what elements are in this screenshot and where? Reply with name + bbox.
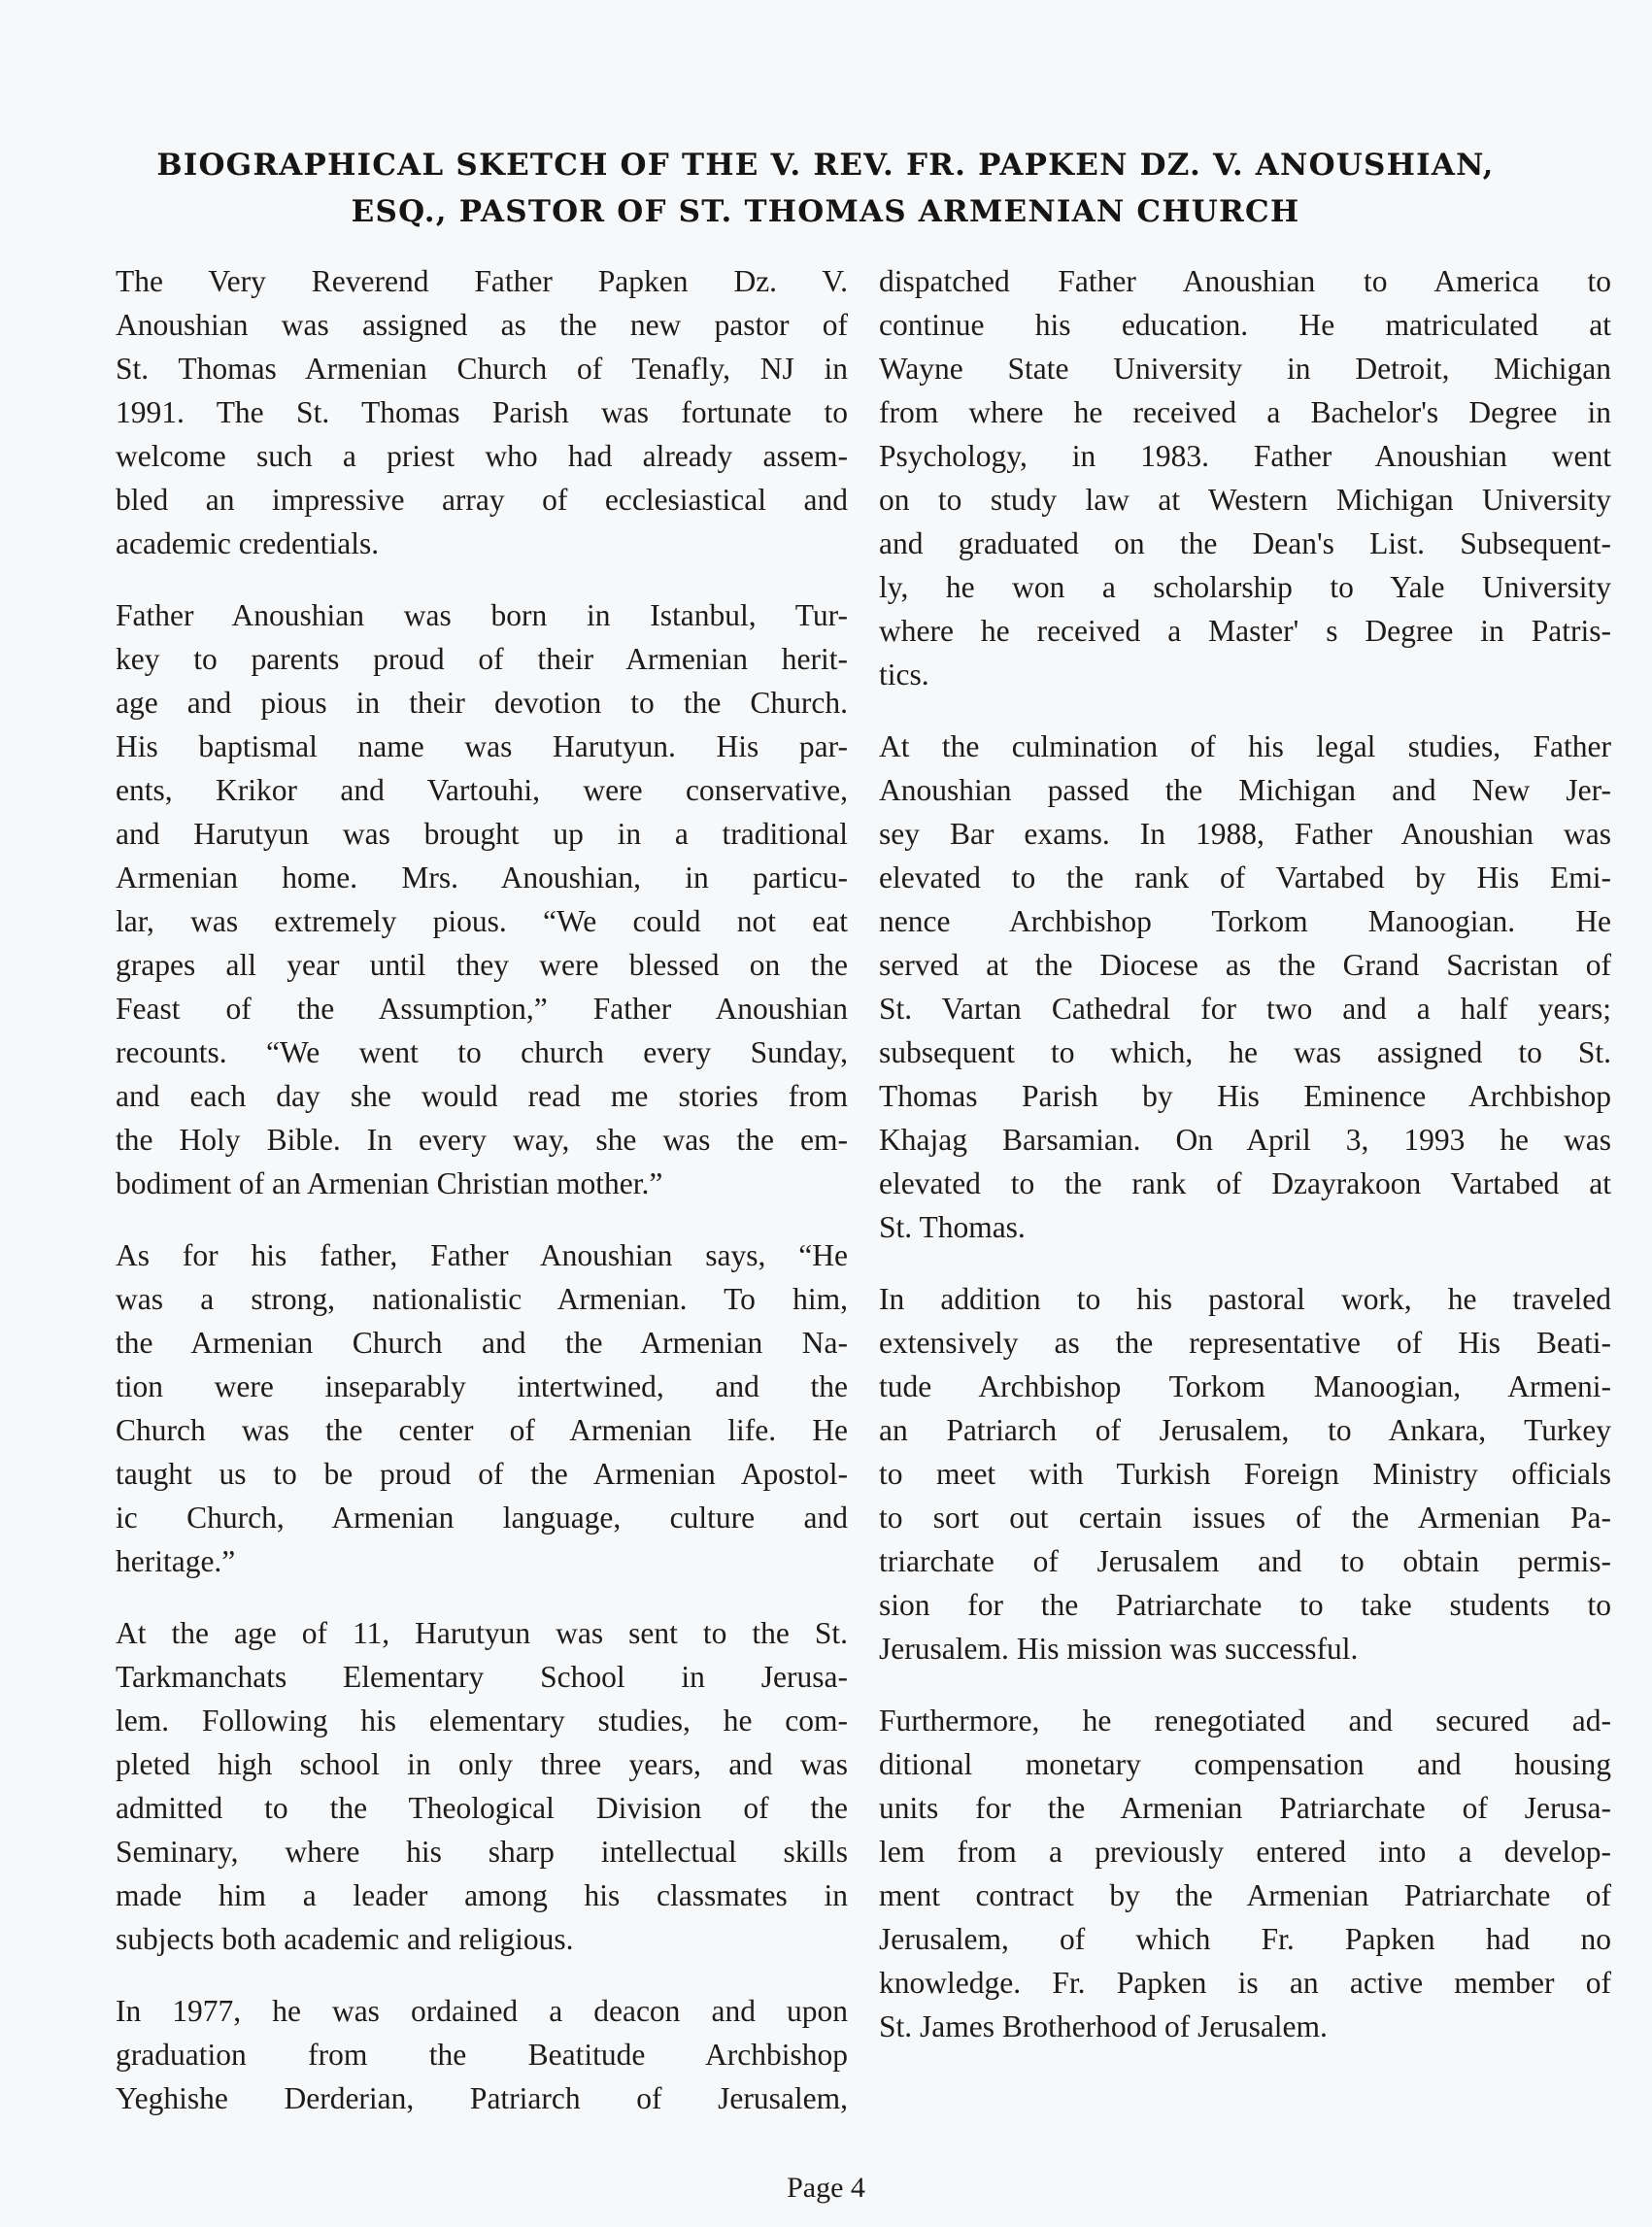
text-line: dispatched Father Anoushian to America to (879, 264, 1611, 298)
text-line: Psychology, in 1983. Father Anoushian went (879, 439, 1611, 473)
text-line: pleted high school in only three years, and was (116, 1747, 848, 1781)
text-line: bodiment of an Armenian Christian mother.” (116, 1166, 663, 1200)
page-number: Page 4 (787, 2172, 865, 2204)
text-line: age and pious in their devotion to the Church. (116, 686, 848, 720)
paragraph (879, 725, 1611, 1249)
text-line: tude Archbishop Torkom Manoogian, Armeni- (879, 1369, 1611, 1403)
text-line: extensively as the representative of His Beati- (879, 1326, 1611, 1360)
text-line: and each day she would read me stories from (116, 1079, 848, 1113)
paragraph (879, 1277, 1611, 1670)
text-line: Thomas Parish by His Eminence Archbishop (879, 1079, 1611, 1113)
left-column (116, 259, 848, 2148)
text-line: Khajag Barsamian. On April 3, 1993 he was (879, 1123, 1611, 1157)
text-line: an Patriarch of Jerusalem, to Ankara, Turkey (879, 1413, 1611, 1447)
paragraph (116, 259, 848, 565)
paragraph (116, 1611, 848, 1961)
text-line: In addition to his pastoral work, he traveled (879, 1282, 1611, 1316)
text-line: Church was the center of Armenian life. He (116, 1413, 848, 1447)
text-line: Armenian home. Mrs. Anoushian, in particu- (116, 860, 848, 894)
text-line: knowledge. Fr. Papken is an active member of (879, 1966, 1611, 2000)
paragraph (116, 593, 848, 1205)
text-line: In 1977, he was ordained a deacon and upon (116, 1994, 848, 2028)
text-line: tion were inseparably intertwined, and the (116, 1369, 848, 1403)
text-line: triarchate of Jerusalem and to obtain permis- (879, 1544, 1611, 1578)
text-line: Feast of the Assumption,” Father Anoushian (116, 992, 848, 1026)
text-line: heritage.” (116, 1544, 236, 1578)
text-line: to meet with Turkish Foreign Ministry officials (879, 1457, 1611, 1491)
text-line: Furthermore, he renegotiated and secured ad- (879, 1704, 1611, 1738)
paragraph (116, 1989, 848, 2120)
text-line: subsequent to which, he was assigned to St. (879, 1035, 1611, 1069)
text-line: to sort out certain issues of the Armenian Pa- (879, 1501, 1611, 1535)
text-line: ents, Krikor and Vartouhi, were conservative, (116, 773, 848, 807)
text-line: Father Anoushian was born in Istanbul, Tur- (116, 598, 848, 632)
text-line: Yeghishe Derderian, Patriarch of Jerusalem, (116, 2081, 848, 2115)
text-line: St. Vartan Cathedral for two and a half years; (879, 992, 1611, 1026)
text-line: nence Archbishop Torkom Manoogian. He (879, 904, 1611, 938)
text-line: Tarkmanchats Elementary School in Jerusa- (116, 1660, 848, 1694)
title-line: BIOGRAPHICAL SKETCH OF THE V. REV. FR. PAPKEN DZ. V. ANOUSHIAN, (156, 148, 1495, 183)
right-column (879, 259, 1611, 2076)
text-line: ly, he won a scholarship to Yale University (879, 570, 1611, 604)
text-line: Wayne State University in Detroit, Michigan (879, 352, 1611, 386)
text-line: recounts. “We went to church every Sunday, (116, 1035, 848, 1069)
text-line: St. Thomas. (879, 1210, 1026, 1244)
paragraph (879, 1699, 1611, 2048)
text-line: academic credentials. (116, 526, 380, 560)
text-line: admitted to the Theological Division of the (116, 1791, 848, 1825)
text-line: Anoushian was assigned as the new pastor of (116, 308, 848, 342)
text-line: St. James Brotherhood of Jerusalem. (879, 2009, 1328, 2043)
paragraph (116, 1233, 848, 1583)
text-line: lem. Following his elementary studies, he com- (116, 1704, 848, 1738)
text-line: the Armenian Church and the Armenian Na- (116, 1326, 848, 1360)
text-line: Jerusalem, of which Fr. Papken had no (879, 1922, 1611, 1956)
text-line: ditional monetary compensation and housing (879, 1747, 1611, 1781)
text-line: graduation from the Beatitude Archbishop (116, 2038, 848, 2072)
text-line: served at the Diocese as the Grand Sacristan of (879, 948, 1611, 982)
text-line: subjects both academic and religious. (116, 1922, 574, 1956)
text-line: The Very Reverend Father Papken Dz. V. (116, 264, 848, 298)
text-line: ic Church, Armenian language, culture and (116, 1501, 848, 1535)
text-line: lem from a previously entered into a develop- (879, 1835, 1611, 1869)
paragraph (879, 259, 1611, 696)
text-line: ment contract by the Armenian Patriarchate of (879, 1878, 1611, 1912)
text-line: St. Thomas Armenian Church of Tenafly, NJ in (116, 352, 848, 386)
text-line: Anoushian passed the Michigan and New Jer- (879, 773, 1611, 807)
text-line: 1991. The St. Thomas Parish was fortunate to (116, 395, 848, 429)
text-line: elevated to the rank of Vartabed by His Emi- (879, 860, 1611, 894)
article-title (117, 142, 1534, 235)
text-line: the Holy Bible. In every way, she was the em- (116, 1123, 848, 1157)
text-line: sion for the Patriarchate to take students to (879, 1588, 1611, 1622)
text-line: grapes all year until they were blessed on the (116, 948, 848, 982)
text-line: bled an impressive array of ecclesiastical and (116, 483, 848, 517)
text-line: lar, was extremely pious. “We could not eat (116, 904, 848, 938)
text-line: taught us to be proud of the Armenian Apostol- (116, 1457, 848, 1491)
text-line: units for the Armenian Patriarchate of Jerusa- (879, 1791, 1611, 1825)
text-line: As for his father, Father Anoushian says, “He (116, 1238, 848, 1272)
text-line: sey Bar exams. In 1988, Father Anoushian was (879, 817, 1611, 851)
text-line: At the age of 11, Harutyun was sent to the St. (116, 1616, 848, 1650)
text-line: and graduated on the Dean's List. Subsequent- (879, 526, 1611, 560)
title-line: ESQ., PASTOR OF ST. THOMAS ARMENIAN CHURCH (351, 194, 1300, 229)
text-line: made him a leader among his classmates in (116, 1878, 848, 1912)
text-line: continue his education. He matriculated at (879, 308, 1611, 342)
text-line: key to parents proud of their Armenian herit- (116, 642, 848, 676)
text-line: tics. (879, 658, 929, 692)
text-line: welcome such a priest who had already assem- (116, 439, 848, 473)
text-line: on to study law at Western Michigan University (879, 483, 1611, 517)
text-line: and Harutyun was brought up in a traditional (116, 817, 848, 851)
text-line: Seminary, where his sharp intellectual skills (116, 1835, 848, 1869)
text-line: elevated to the rank of Dzayrakoon Vartabed at (879, 1166, 1611, 1200)
text-line: where he received a Master' s Degree in Patris- (879, 614, 1611, 648)
text-line: His baptismal name was Harutyun. His par- (116, 729, 848, 763)
text-line: Jerusalem. His mission was successful. (879, 1632, 1359, 1666)
text-line: was a strong, nationalistic Armenian. To him, (116, 1282, 848, 1316)
text-line: At the culmination of his legal studies, Father (879, 729, 1611, 763)
text-line: from where he received a Bachelor's Degree in (879, 395, 1611, 429)
